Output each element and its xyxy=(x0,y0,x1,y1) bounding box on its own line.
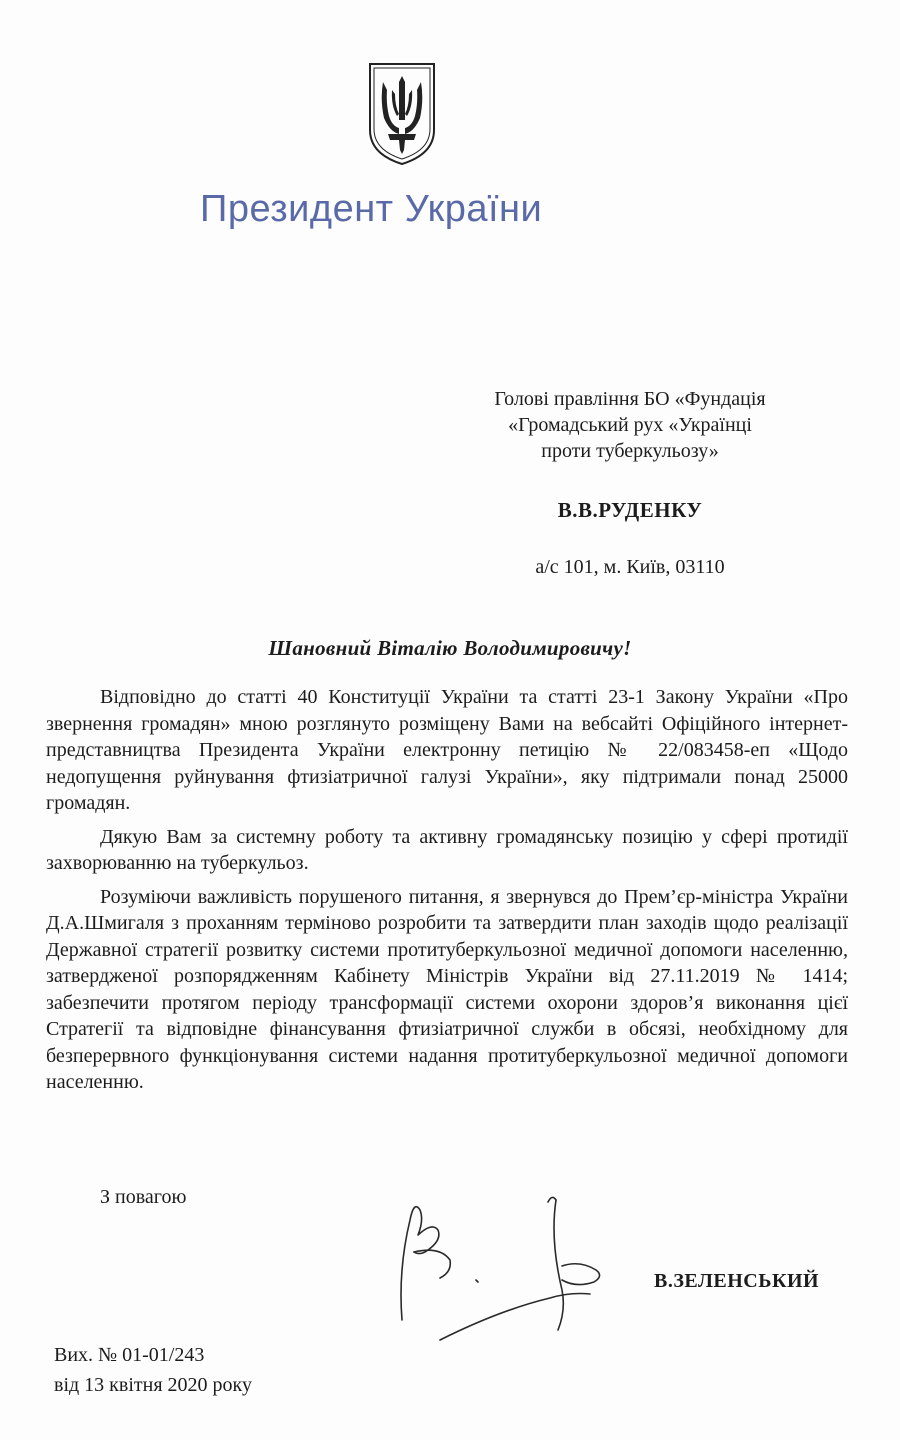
body-paragraph: Розуміючи важливість порушеного питання, я звернувся до Прем’єр-міністра України Д.А.Шмигаля з проханням терміново розробити та затвердити план заходів щодо реалізації Державної стратегії розвитку системи протитуберкульозної медичної допомоги населенню, затвердженої розпорядженням Кабінету Міністрів України від 27.11.2019 № 1414; забезпечити протягом періоду трансформації системи охорони здоров’я виконання цієї Стратегії та відповідне фінансування фтизіатричної служби в обсязі, необхідному для безперервного функціонування системи надання протитуберкульозної медичної допомоги населенню. xyxy=(46,885,848,1093)
letter-body xyxy=(46,684,848,1103)
letterhead-title: Президент України xyxy=(200,188,543,230)
recipient-name: В.В.РУДЕНКУ xyxy=(557,498,703,522)
closing-phrase: З повагою xyxy=(100,1186,187,1208)
salutation: Шановний Віталію Володимировичу! xyxy=(268,636,632,660)
outgoing-reference xyxy=(54,1340,252,1400)
body-paragraph: Дякую Вам за системну роботу та активну громадянську позицію у сфері протидії захворюванню на туберкульоз. xyxy=(46,825,848,874)
trident-coat-of-arms-icon xyxy=(366,60,438,168)
body-paragraph: Відповідно до статті 40 Конституції України та статті 23-1 Закону України «Про звернення громадян» мною розглянуто розміщену Вами на вебсайті Офіційного інтернет-представництва Президента України електронну петицію № 22/083458-еп «Щодо недопущення руйнування фтизіатричної галузі України», яку підтримали понад 25000 громадян. xyxy=(46,686,848,814)
addressee-line: проти туберкульозу» xyxy=(541,440,719,462)
outgoing-date: від 13 квітня 2020 року xyxy=(54,1374,252,1396)
handwritten-signature xyxy=(380,1180,620,1350)
addressee-line: Голові правління БО «Фундація xyxy=(494,388,766,410)
addressee-line: «Громадський рух «Українці xyxy=(508,414,752,436)
outgoing-number: Вих. № 01-01/243 xyxy=(54,1344,205,1366)
recipient-address: а/с 101, м. Київ, 03110 xyxy=(535,556,725,578)
signer-name: В.ЗЕЛЕНСЬКИЙ xyxy=(654,1270,820,1292)
addressee-block xyxy=(420,386,840,464)
